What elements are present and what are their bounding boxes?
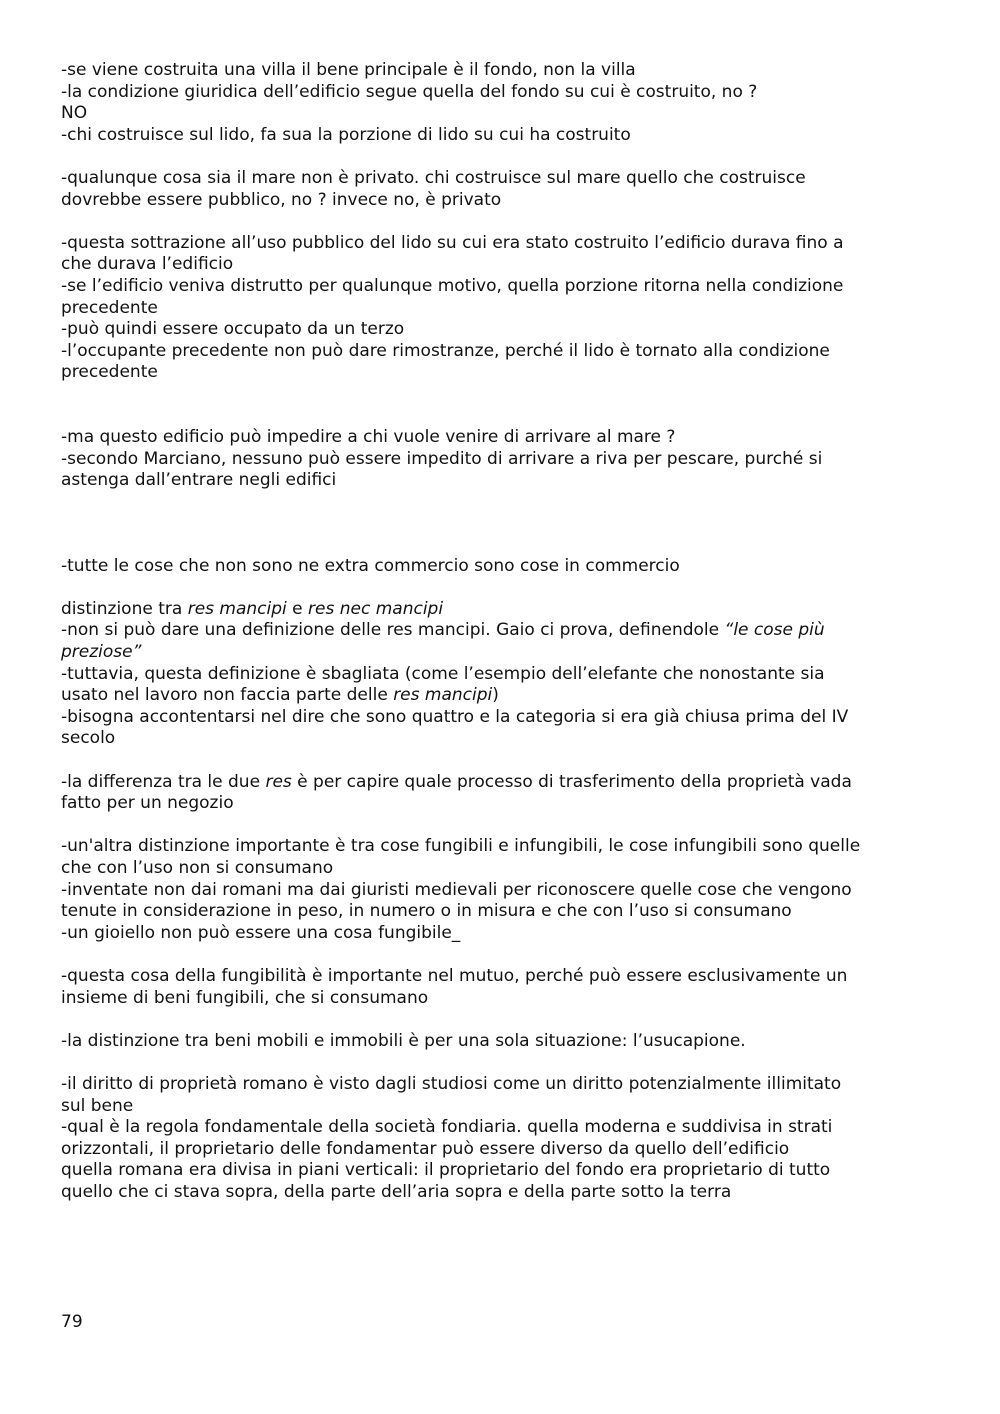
text-line: -chi costruisce sul lido, fa sua la porzione di lido su cui ha costruito — [61, 124, 631, 145]
blank-line — [61, 577, 941, 599]
text-line: precedente — [61, 362, 158, 383]
paragraph-lido — [61, 233, 941, 384]
italic-run: res — [265, 771, 292, 792]
text-line: orizzontali, il proprietario delle fondamentar può essere diverso da quello dell’edificio — [61, 1138, 790, 1159]
italic-run: preziose” — [61, 642, 142, 663]
text-line: -il diritto di proprietà romano è visto dagli studiosi come un diritto potenzialmente illimitato — [61, 1073, 842, 1094]
text-line — [61, 772, 941, 794]
paragraph-usucapione — [61, 1031, 941, 1053]
text-line: -se viene costruita una villa il bene principale è il fondo, non la villa — [61, 60, 636, 80]
text-line: che con l’uso non si consumano — [61, 858, 334, 878]
italic-run: res nec mancipi — [308, 598, 444, 619]
text-line: quella romana era divisa in piani verticali: il proprietario del fondo era proprietario di tutto — [61, 1160, 831, 1181]
text-line: -ma questo edificio può impedire a chi vuole venire di arrivare al mare ? — [61, 426, 676, 447]
text-line: -può quindi essere occupato da un terzo — [61, 319, 405, 340]
text-run: e — [286, 598, 309, 619]
paragraph-villa-fondo — [61, 60, 941, 146]
page-number: 79 — [61, 1312, 83, 1332]
paragraph-res-mancipi — [61, 599, 941, 750]
text-line: tenute in considerazione in peso, in numero o in misura e che con l’uso si consumano — [61, 901, 792, 922]
italic-run: res mancipi — [187, 598, 287, 619]
text-line: -tuttavia, questa definizione è sbagliata (come l’esempio dell’elefante che nonostante sia — [61, 663, 825, 684]
text-run: distinzione tra — [61, 598, 188, 619]
text-line — [61, 620, 941, 642]
text-run: usato nel lavoro non faccia parte delle — [61, 685, 394, 706]
text-line: -un gioiello non può essere una cosa fungibile_ — [61, 922, 461, 943]
paragraph-mare — [61, 168, 941, 211]
paragraph-mutuo — [61, 966, 941, 1009]
text-line: -se l’edificio veniva distrutto per qualunque motivo, quella porzione ritorna nella condizione — [61, 275, 844, 296]
blank-line — [61, 750, 941, 772]
blank-line — [61, 1009, 941, 1031]
paragraph-marciano — [61, 427, 941, 492]
blank-line — [61, 492, 941, 556]
text-line: -bisogna accontentarsi nel dire che sono quattro e la categoria si era già chiusa prima del IV — [61, 706, 849, 727]
text-line: -la distinzione tra beni mobili e immobili è per una sola situazione: l’usucapione. — [61, 1030, 746, 1051]
text-line: -tutte le cose che non sono ne extra commercio sono cose in commercio — [61, 555, 680, 576]
text-line: NO — [61, 103, 88, 124]
blank-line — [61, 815, 941, 837]
blank-line — [61, 1052, 941, 1074]
text-line: -questa sottrazione all’uso pubblico del lido su cui era stato costruito l’edificio durava fino a — [61, 232, 844, 253]
blank-line — [61, 384, 941, 427]
text-line: -qual è la regola fondamentale della società fondiaria. quella moderna e suddivisa in strati — [61, 1117, 833, 1138]
italic-run: “le cose più — [724, 620, 825, 641]
text-line: quello che ci stava sopra, della parte dell’aria sopra e della parte sotto la terra — [61, 1181, 732, 1202]
text-run: è per capire quale processo di trasferimento della proprietà vada — [291, 771, 852, 792]
text-line: fatto per un negozio — [61, 793, 234, 814]
text-line: sul bene — [61, 1095, 134, 1116]
text-line: -secondo Marciano, nessuno può essere impedito di arrivare a riva per pescare, purché si — [61, 448, 823, 469]
text-line: -qualunque cosa sia il mare non è privato. chi costruisce sul mare quello che costruisce — [61, 167, 806, 188]
text-line: precedente — [61, 297, 158, 318]
text-line: -questa cosa della fungibilità è importante nel mutuo, perché può essere esclusivamente un — [61, 965, 848, 986]
text-line: -la condizione giuridica dell’edificio segue quella del fondo su cui è costruito, no ? — [61, 81, 758, 102]
paragraph-proprieta — [61, 1074, 941, 1204]
blank-line — [61, 211, 941, 233]
text-run: -non si può dare una definizione delle res mancipi. Gaio ci prova, definendole — [61, 620, 725, 641]
text-line: -un'altra distinzione importante è tra cose fungibili e infungibili, le cose infungibili sono quelle — [61, 836, 861, 857]
text-line: che durava l’edificio — [61, 254, 234, 275]
text-line: insieme di beni fungibili, che si consumano — [61, 987, 429, 1008]
paragraph-fungibili — [61, 836, 941, 944]
text-line: -l’occupante precedente non può dare rimostranze, perché il lido è tornato alla condizione — [61, 340, 830, 361]
text-line: dovrebbe essere pubblico, no ? invece no, è privato — [61, 189, 502, 210]
paragraph-differenza-res — [61, 772, 941, 815]
blank-line — [61, 146, 941, 168]
text-run: ) — [492, 685, 499, 706]
text-line — [61, 599, 941, 621]
text-line: -inventate non dai romani ma dai giuristi medievali per riconoscere quelle cose che vengono — [61, 879, 852, 900]
text-run: -la differenza tra le due — [61, 771, 266, 792]
text-line: secolo — [61, 728, 116, 749]
italic-run: res mancipi — [393, 685, 493, 706]
page-body — [61, 60, 941, 1204]
blank-line — [61, 944, 941, 966]
text-line — [61, 685, 941, 707]
paragraph-commercio — [61, 556, 941, 578]
text-line — [61, 642, 941, 664]
text-line: astenga dall’entrare negli edifici — [61, 470, 337, 491]
